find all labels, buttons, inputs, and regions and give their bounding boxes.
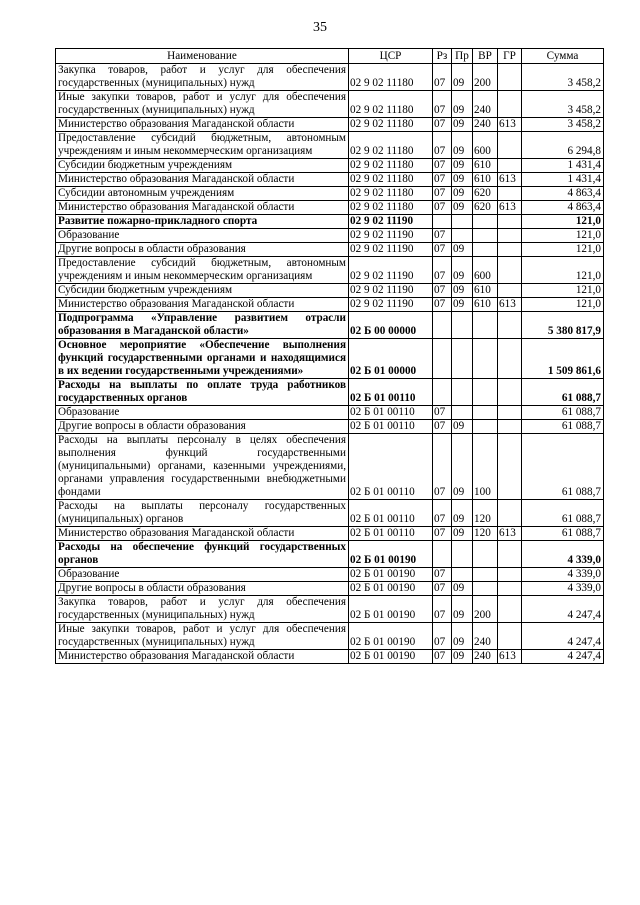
cell-rz: 07 — [433, 420, 452, 434]
header-name: Наименование — [56, 49, 349, 64]
cell-pr: 09 — [452, 173, 473, 187]
cell-rz: 07 — [433, 257, 452, 284]
cell-pr: 09 — [452, 284, 473, 298]
cell-pr: 09 — [452, 434, 473, 500]
cell-vr — [473, 243, 498, 257]
cell-name: Развитие пожарно-прикладного спорта — [56, 215, 349, 229]
cell-gr: 613 — [498, 650, 522, 664]
cell-rz: 07 — [433, 582, 452, 596]
cell-gr — [498, 541, 522, 568]
cell-vr — [473, 312, 498, 339]
cell-name: Закупка товаров, работ и услуг для обеспечения государственных (муниципальных) нужд — [56, 64, 349, 91]
table-row — [56, 623, 604, 650]
cell-name: Другие вопросы в области образования — [56, 420, 349, 434]
cell-gr — [498, 596, 522, 623]
cell-vr: 620 — [473, 201, 498, 215]
cell-pr: 09 — [452, 420, 473, 434]
table-header — [56, 49, 604, 64]
cell-pr — [452, 568, 473, 582]
header-gr: ГР — [498, 49, 522, 64]
table-body — [56, 64, 604, 664]
cell-sum: 4 247,4 — [522, 650, 604, 664]
cell-vr: 240 — [473, 623, 498, 650]
cell-vr: 610 — [473, 298, 498, 312]
cell-rz: 07 — [433, 406, 452, 420]
cell-gr — [498, 379, 522, 406]
cell-vr: 600 — [473, 257, 498, 284]
cell-code: 02 Б 01 00190 — [349, 582, 433, 596]
cell-name: Министерство образования Магаданской области — [56, 173, 349, 187]
cell-rz: 07 — [433, 187, 452, 201]
cell-code: 02 9 02 11190 — [349, 229, 433, 243]
table-row — [56, 187, 604, 201]
cell-name: Образование — [56, 568, 349, 582]
cell-gr — [498, 229, 522, 243]
cell-code: 02 9 02 11190 — [349, 298, 433, 312]
cell-vr — [473, 379, 498, 406]
cell-rz: 07 — [433, 568, 452, 582]
table-row — [56, 582, 604, 596]
cell-code: 02 9 02 11180 — [349, 64, 433, 91]
cell-pr — [452, 339, 473, 379]
cell-rz: 07 — [433, 64, 452, 91]
cell-rz: 07 — [433, 173, 452, 187]
table-row — [56, 406, 604, 420]
cell-rz: 07 — [433, 284, 452, 298]
cell-gr — [498, 284, 522, 298]
table-row — [56, 91, 604, 118]
cell-code: 02 9 02 11190 — [349, 257, 433, 284]
cell-name: Образование — [56, 229, 349, 243]
cell-name: Расходы на выплаты персоналу государственных (муниципальных) органов — [56, 500, 349, 527]
cell-vr: 610 — [473, 159, 498, 173]
cell-pr: 09 — [452, 132, 473, 159]
table-row — [56, 596, 604, 623]
cell-pr: 09 — [452, 201, 473, 215]
cell-gr: 613 — [498, 527, 522, 541]
header-sum: Сумма — [522, 49, 604, 64]
cell-gr: 613 — [498, 118, 522, 132]
cell-rz: 07 — [433, 118, 452, 132]
cell-gr: 613 — [498, 298, 522, 312]
cell-pr: 09 — [452, 91, 473, 118]
cell-sum: 121,0 — [522, 298, 604, 312]
cell-gr — [498, 243, 522, 257]
cell-code: 02 9 02 11180 — [349, 159, 433, 173]
cell-name: Субсидии бюджетным учреждениям — [56, 284, 349, 298]
table-row — [56, 541, 604, 568]
cell-code: 02 Б 01 00110 — [349, 500, 433, 527]
cell-code: 02 Б 01 00110 — [349, 379, 433, 406]
cell-rz — [433, 215, 452, 229]
cell-code: 02 Б 01 00190 — [349, 541, 433, 568]
cell-rz: 07 — [433, 434, 452, 500]
cell-code: 02 Б 01 00110 — [349, 527, 433, 541]
cell-code: 02 Б 01 00110 — [349, 420, 433, 434]
cell-vr: 600 — [473, 132, 498, 159]
cell-vr — [473, 406, 498, 420]
cell-pr: 09 — [452, 298, 473, 312]
cell-rz: 07 — [433, 527, 452, 541]
cell-name: Министерство образования Магаданской области — [56, 201, 349, 215]
header-vr: ВР — [473, 49, 498, 64]
cell-sum: 4 339,0 — [522, 582, 604, 596]
cell-vr: 120 — [473, 527, 498, 541]
cell-code: 02 9 02 11180 — [349, 132, 433, 159]
cell-gr — [498, 132, 522, 159]
cell-rz: 07 — [433, 243, 452, 257]
cell-pr: 09 — [452, 159, 473, 173]
cell-code: 02 9 02 11190 — [349, 215, 433, 229]
cell-rz: 07 — [433, 623, 452, 650]
cell-vr — [473, 420, 498, 434]
cell-pr — [452, 312, 473, 339]
cell-code: 02 9 02 11190 — [349, 243, 433, 257]
cell-rz: 07 — [433, 132, 452, 159]
header-row — [56, 49, 604, 64]
cell-name: Министерство образования Магаданской области — [56, 527, 349, 541]
cell-vr: 240 — [473, 91, 498, 118]
cell-pr — [452, 541, 473, 568]
cell-name: Субсидии бюджетным учреждениям — [56, 159, 349, 173]
cell-pr: 09 — [452, 650, 473, 664]
table-row — [56, 284, 604, 298]
cell-vr: 240 — [473, 650, 498, 664]
cell-code: 02 Б 01 00190 — [349, 568, 433, 582]
cell-gr — [498, 312, 522, 339]
header-pr: Пр — [452, 49, 473, 64]
cell-code: 02 Б 00 00000 — [349, 312, 433, 339]
cell-rz — [433, 379, 452, 406]
cell-name: Министерство образования Магаданской области — [56, 650, 349, 664]
cell-gr — [498, 159, 522, 173]
cell-pr: 09 — [452, 500, 473, 527]
cell-vr — [473, 582, 498, 596]
cell-sum: 5 380 817,9 — [522, 312, 604, 339]
cell-sum: 121,0 — [522, 284, 604, 298]
cell-sum: 61 088,7 — [522, 406, 604, 420]
cell-pr — [452, 379, 473, 406]
table-row — [56, 173, 604, 187]
cell-pr: 09 — [452, 582, 473, 596]
cell-code: 02 Б 01 00000 — [349, 339, 433, 379]
cell-rz — [433, 339, 452, 379]
cell-vr — [473, 229, 498, 243]
cell-sum: 6 294,8 — [522, 132, 604, 159]
cell-gr — [498, 64, 522, 91]
table-row — [56, 312, 604, 339]
cell-sum: 61 088,7 — [522, 420, 604, 434]
cell-rz: 07 — [433, 500, 452, 527]
cell-rz: 07 — [433, 650, 452, 664]
cell-name: Расходы на выплаты персоналу в целях обеспечения выполнения функций государственными (муниципальными) органами, казенными учреждениями, органами управления государственными внебюджетными фондами — [56, 434, 349, 500]
cell-pr: 09 — [452, 596, 473, 623]
cell-rz: 07 — [433, 229, 452, 243]
cell-sum: 121,0 — [522, 257, 604, 284]
cell-rz — [433, 541, 452, 568]
table-row — [56, 527, 604, 541]
cell-code: 02 Б 01 00110 — [349, 434, 433, 500]
table-row — [56, 434, 604, 500]
cell-vr: 100 — [473, 434, 498, 500]
table-row — [56, 650, 604, 664]
cell-vr: 240 — [473, 118, 498, 132]
cell-code: 02 Б 01 00190 — [349, 650, 433, 664]
cell-rz: 07 — [433, 201, 452, 215]
cell-pr: 09 — [452, 64, 473, 91]
table-row — [56, 298, 604, 312]
cell-vr: 200 — [473, 64, 498, 91]
cell-vr — [473, 339, 498, 379]
cell-rz: 07 — [433, 596, 452, 623]
cell-sum: 121,0 — [522, 243, 604, 257]
table-row — [56, 568, 604, 582]
cell-sum: 4 339,0 — [522, 541, 604, 568]
cell-pr: 09 — [452, 527, 473, 541]
cell-gr — [498, 420, 522, 434]
cell-sum: 121,0 — [522, 229, 604, 243]
cell-name: Основное мероприятие «Обеспечение выполнения функций государственными органами и находящимися в их ведении государственными учреждениями» — [56, 339, 349, 379]
table-row — [56, 132, 604, 159]
cell-name: Министерство образования Магаданской области — [56, 298, 349, 312]
cell-name: Министерство образования Магаданской области — [56, 118, 349, 132]
table-row — [56, 420, 604, 434]
cell-code: 02 9 02 11180 — [349, 118, 433, 132]
cell-code: 02 9 02 11180 — [349, 173, 433, 187]
cell-sum: 3 458,2 — [522, 118, 604, 132]
cell-sum: 3 458,2 — [522, 91, 604, 118]
cell-sum: 3 458,2 — [522, 64, 604, 91]
cell-pr: 09 — [452, 243, 473, 257]
cell-pr: 09 — [452, 187, 473, 201]
cell-sum: 4 247,4 — [522, 623, 604, 650]
cell-vr: 620 — [473, 187, 498, 201]
page-number: 35 — [313, 20, 327, 35]
cell-gr — [498, 215, 522, 229]
cell-code: 02 Б 01 00110 — [349, 406, 433, 420]
cell-gr — [498, 257, 522, 284]
cell-gr — [498, 406, 522, 420]
cell-code: 02 Б 01 00190 — [349, 623, 433, 650]
cell-name: Предоставление субсидий бюджетным, автономным учреждениям и иным некоммерческим организациям — [56, 257, 349, 284]
cell-gr: 613 — [498, 201, 522, 215]
cell-pr: 09 — [452, 623, 473, 650]
cell-sum: 4 863,4 — [522, 201, 604, 215]
cell-name: Другие вопросы в области образования — [56, 243, 349, 257]
cell-name: Закупка товаров, работ и услуг для обеспечения государственных (муниципальных) нужд — [56, 596, 349, 623]
cell-sum: 4 863,4 — [522, 187, 604, 201]
table-row — [56, 257, 604, 284]
table-row — [56, 243, 604, 257]
cell-sum: 4 339,0 — [522, 568, 604, 582]
table-row — [56, 201, 604, 215]
cell-sum: 61 088,7 — [522, 527, 604, 541]
cell-rz: 07 — [433, 159, 452, 173]
cell-gr — [498, 339, 522, 379]
cell-sum: 1 431,4 — [522, 159, 604, 173]
cell-code: 02 9 02 11180 — [349, 91, 433, 118]
cell-sum: 61 088,7 — [522, 434, 604, 500]
cell-name: Иные закупки товаров, работ и услуг для обеспечения государственных (муниципальных) нужд — [56, 91, 349, 118]
table-row — [56, 159, 604, 173]
cell-gr — [498, 500, 522, 527]
cell-code: 02 9 02 11180 — [349, 201, 433, 215]
cell-gr — [498, 91, 522, 118]
cell-vr: 120 — [473, 500, 498, 527]
cell-sum: 61 088,7 — [522, 379, 604, 406]
cell-code: 02 Б 01 00190 — [349, 596, 433, 623]
cell-name: Предоставление субсидий бюджетным, автономным учреждениям и иным некоммерческим организациям — [56, 132, 349, 159]
cell-pr — [452, 215, 473, 229]
cell-gr — [498, 623, 522, 650]
cell-rz: 07 — [433, 91, 452, 118]
table-row — [56, 215, 604, 229]
cell-vr: 610 — [473, 284, 498, 298]
cell-sum: 61 088,7 — [522, 500, 604, 527]
cell-name: Субсидии автономным учреждениям — [56, 187, 349, 201]
cell-name: Подпрограмма «Управление развитием отрасли образования в Магаданской области» — [56, 312, 349, 339]
cell-name: Расходы на обеспечение функций государственных органов — [56, 541, 349, 568]
budget-table — [55, 48, 604, 664]
cell-sum: 121,0 — [522, 215, 604, 229]
cell-gr — [498, 568, 522, 582]
table-row — [56, 64, 604, 91]
cell-vr — [473, 215, 498, 229]
cell-gr: 613 — [498, 173, 522, 187]
cell-gr — [498, 582, 522, 596]
cell-name: Расходы на выплаты по оплате труда работников государственных органов — [56, 379, 349, 406]
table-row — [56, 339, 604, 379]
table-row — [56, 500, 604, 527]
cell-pr — [452, 406, 473, 420]
cell-pr: 09 — [452, 257, 473, 284]
cell-rz: 07 — [433, 298, 452, 312]
cell-vr — [473, 568, 498, 582]
cell-name: Другие вопросы в области образования — [56, 582, 349, 596]
cell-vr: 200 — [473, 596, 498, 623]
table-row — [56, 379, 604, 406]
cell-sum: 1 509 861,6 — [522, 339, 604, 379]
cell-gr — [498, 434, 522, 500]
cell-gr — [498, 187, 522, 201]
table-row — [56, 118, 604, 132]
cell-sum: 1 431,4 — [522, 173, 604, 187]
header-code: ЦСР — [349, 49, 433, 64]
cell-pr — [452, 229, 473, 243]
cell-name: Образование — [56, 406, 349, 420]
cell-vr — [473, 541, 498, 568]
cell-vr: 610 — [473, 173, 498, 187]
cell-code: 02 9 02 11180 — [349, 187, 433, 201]
cell-sum: 4 247,4 — [522, 596, 604, 623]
table-row — [56, 229, 604, 243]
cell-code: 02 9 02 11190 — [349, 284, 433, 298]
header-rz: Рз — [433, 49, 452, 64]
cell-name: Иные закупки товаров, работ и услуг для обеспечения государственных (муниципальных) нужд — [56, 623, 349, 650]
cell-rz — [433, 312, 452, 339]
cell-pr: 09 — [452, 118, 473, 132]
